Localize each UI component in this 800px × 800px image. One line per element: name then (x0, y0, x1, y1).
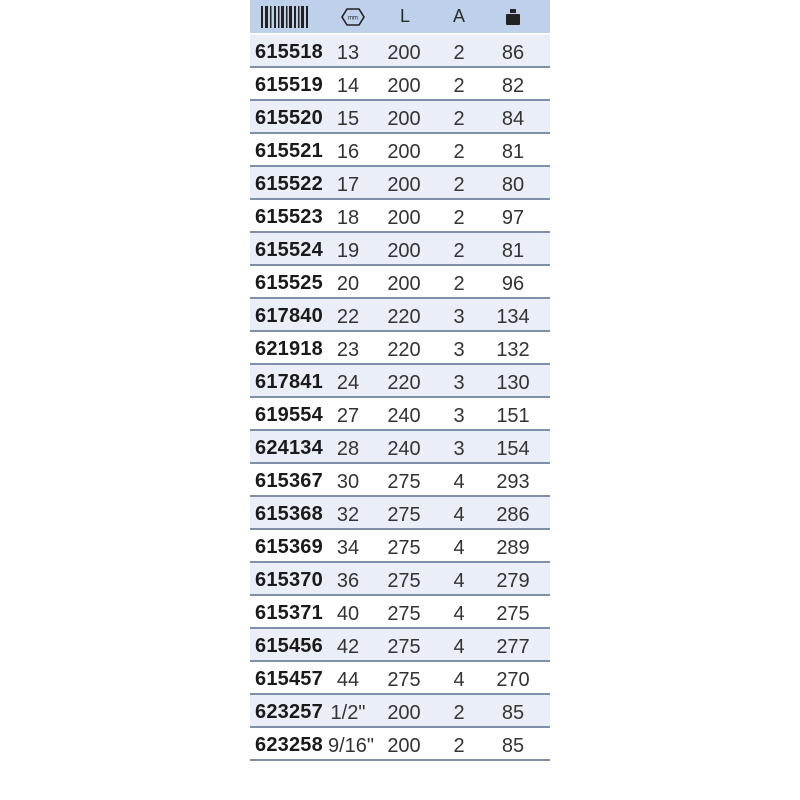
length-value: 220 (387, 306, 421, 328)
wrench-size: 30 (336, 471, 360, 493)
length-value: 275 (387, 570, 421, 592)
table-row (250, 266, 550, 299)
weight-value: 97 (501, 207, 525, 229)
table-row (250, 365, 550, 398)
product-code: 624134 (255, 437, 323, 459)
weight-value: 84 (501, 108, 525, 130)
weight-value: 85 (501, 702, 525, 724)
wrench-size: 19 (336, 240, 360, 262)
wrench-size: 42 (336, 636, 360, 658)
weight-value: 270 (496, 669, 530, 691)
length-value: 200 (387, 141, 421, 163)
wrench-size: 20 (336, 273, 360, 295)
length-value: 275 (387, 471, 421, 493)
length-value: 220 (387, 372, 421, 394)
wrench-size: 1/2" (330, 702, 366, 724)
a-value: 3 (453, 372, 465, 394)
table-row (250, 167, 550, 200)
wrench-size: 28 (336, 438, 360, 460)
product-code: 615370 (255, 569, 323, 591)
svg-text:mm: mm (348, 15, 358, 21)
a-value: 2 (453, 141, 465, 163)
wrench-size: 34 (336, 537, 360, 559)
a-value: 2 (453, 702, 465, 724)
table-row (250, 398, 550, 431)
weight-value: 82 (501, 75, 525, 97)
product-code: 615369 (255, 536, 323, 558)
length-value: 200 (387, 273, 421, 295)
a-value: 3 (453, 339, 465, 361)
weight-value: 81 (501, 240, 525, 262)
product-code: 615456 (255, 635, 323, 657)
a-value: 2 (453, 240, 465, 262)
table-row (250, 299, 550, 332)
table-header (250, 0, 550, 33)
length-value: 275 (387, 504, 421, 526)
wrench-size: 36 (336, 570, 360, 592)
product-code: 615522 (255, 173, 323, 195)
a-value: 4 (453, 603, 465, 625)
table-row (250, 662, 550, 695)
length-value: 200 (387, 42, 421, 64)
table-row (250, 464, 550, 497)
table-row (250, 695, 550, 728)
barcode-icon (260, 0, 310, 33)
table-row (250, 35, 550, 68)
wrench-size: 15 (336, 108, 360, 130)
length-value: 200 (387, 702, 421, 724)
wrench-size: 17 (336, 174, 360, 196)
length-value: 200 (387, 207, 421, 229)
a-value: 2 (453, 108, 465, 130)
a-value: 4 (453, 504, 465, 526)
wrench-size: 44 (336, 669, 360, 691)
weight-value: 277 (496, 636, 530, 658)
wrench-size: 40 (336, 603, 360, 625)
product-code: 615371 (255, 602, 323, 624)
weight-value: 134 (496, 306, 530, 328)
length-value: 275 (387, 669, 421, 691)
product-code: 615368 (255, 503, 323, 525)
table-row (250, 134, 550, 167)
length-value: 275 (387, 537, 421, 559)
product-code: 615523 (255, 206, 323, 228)
length-header (390, 0, 420, 33)
table-row (250, 563, 550, 596)
a-value: 2 (453, 207, 465, 229)
table-row (250, 431, 550, 464)
length-value: 200 (387, 108, 421, 130)
weight-value: 85 (501, 735, 525, 757)
wrench-size: 32 (336, 504, 360, 526)
length-label: L (399, 6, 410, 26)
weight-value: 289 (496, 537, 530, 559)
table-row (250, 68, 550, 101)
wrench-size: 27 (336, 405, 360, 427)
weight-value: 151 (496, 405, 530, 427)
wrench-size: 22 (336, 306, 360, 328)
wrench-size: 24 (336, 372, 360, 394)
table-body (250, 35, 550, 761)
length-value: 200 (387, 174, 421, 196)
weight-value: 275 (496, 603, 530, 625)
product-code: 615518 (255, 41, 323, 63)
product-table (250, 0, 550, 761)
a-value: 2 (453, 273, 465, 295)
weight-value: 279 (496, 570, 530, 592)
length-value: 220 (387, 339, 421, 361)
a-value: 2 (453, 174, 465, 196)
table-row (250, 233, 550, 266)
length-value: 240 (387, 438, 421, 460)
wrench-size: 14 (336, 75, 360, 97)
product-code: 615367 (255, 470, 323, 492)
length-value: 200 (387, 240, 421, 262)
table-row (250, 728, 550, 761)
weight-value: 132 (496, 339, 530, 361)
weight-value: 81 (501, 141, 525, 163)
table-row (250, 101, 550, 134)
wrench-size: 23 (336, 339, 360, 361)
a-value: 4 (453, 636, 465, 658)
product-code: 623257 (255, 701, 323, 723)
a-value: 4 (453, 471, 465, 493)
wrench-size: 9/16" (328, 735, 375, 757)
product-code: 615519 (255, 74, 323, 96)
length-value: 200 (387, 75, 421, 97)
length-value: 275 (387, 636, 421, 658)
product-code: 615524 (255, 239, 323, 261)
length-value: 275 (387, 603, 421, 625)
a-label: A (452, 6, 465, 26)
product-code: 617840 (255, 305, 323, 327)
weight-value: 130 (496, 372, 530, 394)
product-code: 623258 (255, 734, 323, 756)
table-row (250, 332, 550, 365)
a-header (444, 0, 474, 33)
weight-value: 293 (496, 471, 530, 493)
a-value: 4 (453, 669, 465, 691)
a-value: 2 (453, 735, 465, 757)
weight-value: 80 (501, 174, 525, 196)
table-row (250, 596, 550, 629)
weight-icon (500, 0, 526, 33)
a-value: 2 (453, 42, 465, 64)
table-row (250, 497, 550, 530)
hex-mm-icon (338, 0, 368, 33)
weight-value: 286 (496, 504, 530, 526)
product-code: 615457 (255, 668, 323, 690)
a-value: 3 (453, 438, 465, 460)
wrench-size: 18 (336, 207, 360, 229)
product-code: 617841 (255, 371, 323, 393)
table-row (250, 629, 550, 662)
length-value: 200 (387, 735, 421, 757)
length-value: 240 (387, 405, 421, 427)
product-code: 619554 (255, 404, 323, 426)
a-value: 4 (453, 570, 465, 592)
product-code: 615520 (255, 107, 323, 129)
weight-value: 86 (501, 42, 525, 64)
weight-value: 96 (501, 273, 525, 295)
product-code: 621918 (255, 338, 323, 360)
wrench-size: 13 (336, 42, 360, 64)
a-value: 2 (453, 75, 465, 97)
a-value: 3 (453, 405, 465, 427)
weight-value: 154 (496, 438, 530, 460)
table-row (250, 200, 550, 233)
product-code: 615521 (255, 140, 323, 162)
table-row (250, 530, 550, 563)
a-value: 4 (453, 537, 465, 559)
wrench-size: 16 (336, 141, 360, 163)
product-code: 615525 (255, 272, 323, 294)
a-value: 3 (453, 306, 465, 328)
